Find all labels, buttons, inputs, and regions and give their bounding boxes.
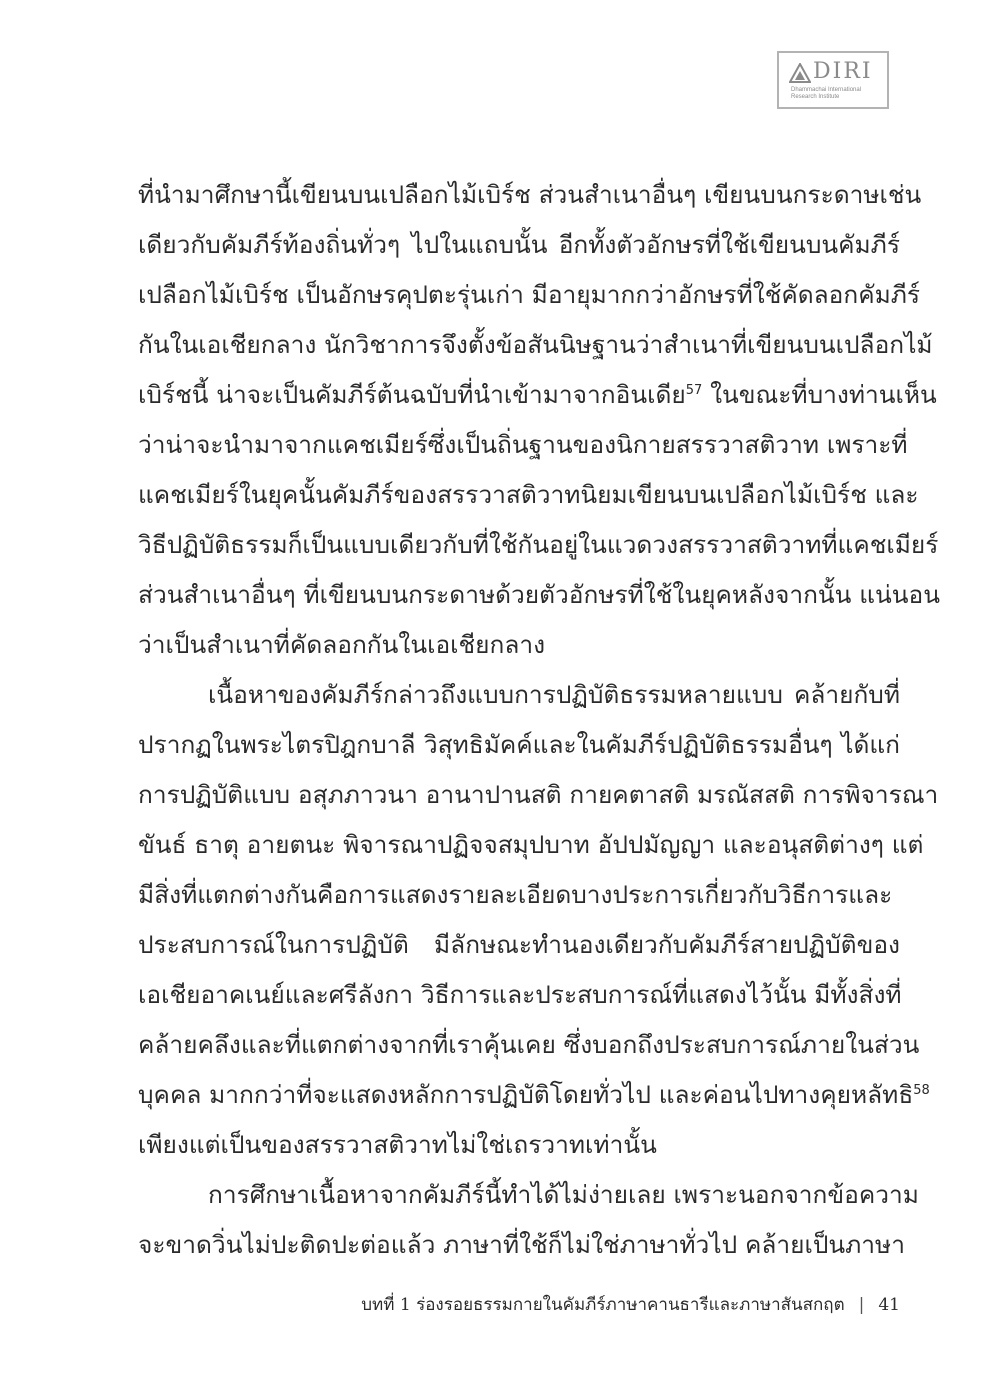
body-line-21: การศึกษาเนื้อหาจากคัมภีร์นี้ทำได้ไม่ง่ายเลย เพราะนอกจากข้อความ xyxy=(208,1180,919,1209)
chapter-title: บทที่ 1 ร่องรอยธรรมกายในคัมภีร์ภาษาคานธารีและภาษาสันสกฤต xyxy=(361,1295,845,1315)
body-line-5-text: เบิร์ชนี้ น่าจะเป็นคัมภีร์ต้นฉบับที่นำเข้ามาจากอินเดีย xyxy=(138,380,686,409)
diri-logo xyxy=(777,51,889,109)
body-line-15: มีสิ่งที่แตกต่างกันคือการแสดงรายละเอียดบางประการเกี่ยวกับวิธีการและ xyxy=(138,880,893,909)
body-line-13: การปฏิบัติแบบ อสุภภาวนา อานาปานสติ กายคตาสติ มรณัสสติ การพิจารณา xyxy=(138,780,939,809)
body-line-6: ว่าน่าจะนำมาจากแคชเมียร์ซึ่งเป็นถิ่นฐานของนิกายสรรวาสติวาท เพราะที่ xyxy=(138,430,908,459)
logo-subtitle-line1: Dhammachai International xyxy=(791,87,862,93)
body-line-11: เนื้อหาของคัมภีร์กล่าวถึงแบบการปฏิบัติธรรมหลายแบบ คล้ายกับที่ xyxy=(208,680,900,709)
body-line-2: เดียวกับคัมภีร์ท้องถิ่นทั่วๆ ไปในแถบนั้น อีกทั้งตัวอักษรที่ใช้เขียนบนคัมภีร์ xyxy=(138,230,900,259)
body-line-5-after: ในขณะที่บางท่านเห็น xyxy=(702,380,937,409)
body-line-8: วิธีปฏิบัติธรรมก็เป็นแบบเดียวกับที่ใช้กันอยู่ในแวดวงสรรวาสติวาทที่แคชเมียร์ xyxy=(138,530,939,559)
body-text xyxy=(138,170,940,1270)
body-line-22: จะขาดวิ่นไม่ปะติดปะต่อแล้ว ภาษาที่ใช้ก็ไม่ใช่ภาษาทั่วไป คล้ายเป็นภาษา xyxy=(138,1230,905,1259)
body-line-4: กันในเอเชียกลาง นักวิชาการจึงตั้งข้อสันนิษฐานว่าสำเนาที่เขียนบนเปลือกไม้ xyxy=(138,330,933,359)
body-line-9: ส่วนสำเนาอื่นๆ ที่เขียนบนกระดาษด้วยตัวอักษรที่ใช้ในยุคหลังจากนั้น แน่นอน xyxy=(138,580,940,609)
page-footer xyxy=(300,1290,900,1320)
body-line-18: คล้ายคลึงและที่แตกต่างจากที่เราคุ้นเคย ซึ่งบอกถึงประสบการณ์ภายในส่วน xyxy=(138,1030,920,1059)
body-line-14: ขันธ์ ธาตุ อายตนะ พิจารณาปฏิจจสมุปบาท อัปปมัญญา และอนุสติต่างๆ แต่ xyxy=(138,830,924,859)
body-line-3: เปลือกไม้เบิร์ช เป็นอักษรคุปตะรุ่นเก่า มีอายุมากกว่าอักษรที่ใช้คัดลอกคัมภีร์ xyxy=(138,280,921,309)
body-line-20: เพียงแต่เป็นของสรรวาสติวาทไม่ใช่เถรวาทเท่านั้น xyxy=(138,1130,657,1159)
body-line-17: เอเชียอาคเนย์และศรีลังกา วิธีการและประสบการณ์ที่แสดงไว้นั้น มีทั้งสิ่งที่ xyxy=(138,980,902,1009)
body-line-16: ประสบการณ์ในการปฏิบัติ มีลักษณะทำนองเดียวกับคัมภีร์สายปฏิบัติของ xyxy=(138,930,900,959)
body-line-7: แคชเมียร์ในยุคนั้นคัมภีร์ของสรรวาสติวาทนิยมเขียนบนเปลือกไม้เบิร์ช และ xyxy=(138,480,919,509)
footnote-ref-58[interactable]: 58 xyxy=(913,1083,930,1098)
footnote-ref-57[interactable]: 57 xyxy=(685,383,703,398)
footer-separator: | xyxy=(858,1295,865,1315)
diri-triangle-logo-icon xyxy=(789,63,811,83)
body-line-19 xyxy=(138,1070,930,1120)
page-number: 41 xyxy=(878,1295,900,1315)
body-line-1: ที่นำมาศึกษานี้เขียนบนเปลือกไม้เบิร์ช ส่วนสำเนาอื่นๆ เขียนบนกระดาษเช่น xyxy=(138,180,922,209)
logo-subtitle xyxy=(791,87,881,101)
logo-wordmark: DIRI xyxy=(813,59,873,84)
body-line-12: ปรากฏในพระไตรปิฎกบาลี วิสุทธิมัคค์และในคัมภีร์ปฏิบัติธรรมอื่นๆ ได้แก่ xyxy=(138,730,900,759)
logo-subtitle-line2: Research Institute xyxy=(791,94,840,100)
body-line-5 xyxy=(138,370,937,420)
body-line-19-text: บุคคล มากกว่าที่จะแสดงหลักการปฏิบัติโดยทั่วไป และค่อนไปทางคุยหลัทธิ xyxy=(138,1080,914,1109)
body-line-10: ว่าเป็นสำเนาที่คัดลอกกันในเอเชียกลาง xyxy=(138,630,546,659)
